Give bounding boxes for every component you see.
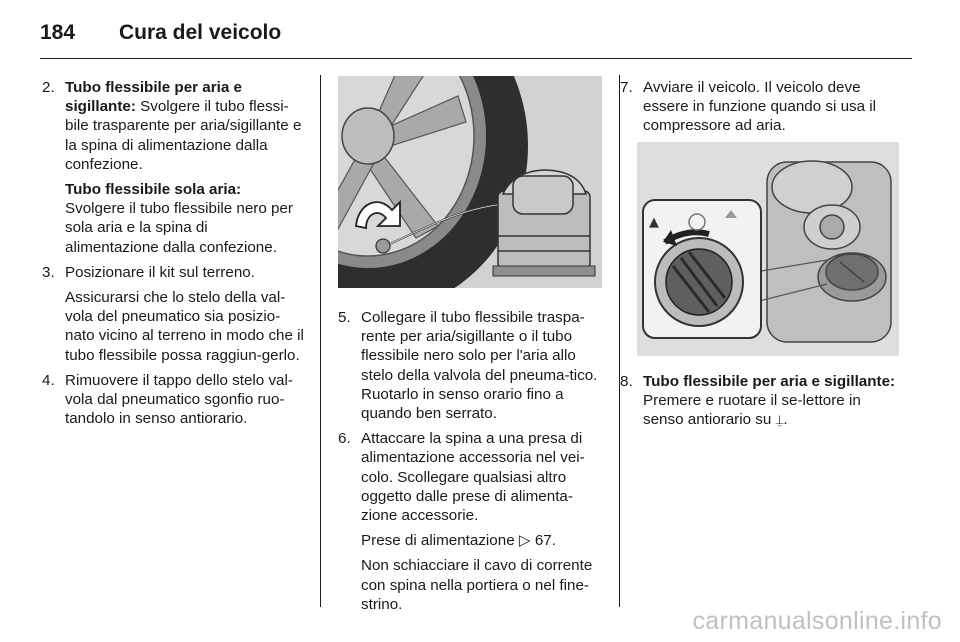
svg-text:▲: ▲ <box>649 214 659 230</box>
page-title: Cura del veicolo <box>119 21 282 44</box>
step-text: Svolgere il tubo flessibile nero per sola aria e la spina di alimentazione dalla confezione. <box>65 200 293 256</box>
step-number: 3. <box>42 263 55 281</box>
step-6 <box>338 429 602 614</box>
step-3 <box>42 263 304 365</box>
compressor-selector-illustration <box>637 142 899 356</box>
step-7 <box>620 78 902 136</box>
step-paragraph: Non schiacciare il cavo di corrente con spina nella portiera o nel fine-strino. <box>361 557 593 613</box>
step-text: Premere e ruotare il se-lettore in senso antiorario su <box>643 391 861 429</box>
compressor-selector-drawing <box>637 142 899 356</box>
step-number: 6. <box>338 430 351 448</box>
step-paragraph: Avviare il veicolo. Il veicolo deve essere in funzione quando si usa il compressore ad aria. <box>643 79 877 135</box>
step-paragraph: Assicurarsi che lo stelo della val-vola del pneumatico sia posizio-nato vicino al terreno in modo che il tubo flessibile possa raggiun-gerlo. <box>65 289 304 364</box>
triangle-right-icon: ▷ <box>518 532 531 550</box>
step-4 <box>42 371 304 429</box>
step-number: 4. <box>42 371 55 389</box>
step-paragraph <box>65 180 304 257</box>
step-number: 7. <box>620 79 633 96</box>
step-text: Svolgere il tubo flessi-bile trasparente per aria/sigillante e la spina di alimentazione dalla confezione. <box>65 98 302 173</box>
step-paragraph: Attaccare la spina a una presa di alimentazione accessoria nel vei-colo. Scollegare qualsiasi altro oggetto dalle prese di alimenta-zione accessorie. <box>361 430 585 525</box>
step-paragraph <box>643 372 902 430</box>
column-2 <box>338 78 602 620</box>
page-reference-link[interactable]: 67. <box>534 532 556 550</box>
page-header <box>40 18 912 59</box>
wheel-compressor-drawing <box>338 76 602 288</box>
step-paragraph: Posizionare il kit sul terreno. <box>65 263 255 281</box>
step-paragraph <box>361 531 602 550</box>
step-8 <box>620 372 902 430</box>
step-number: 8. <box>620 372 633 390</box>
step-paragraph: Rimuovere il tappo dello stelo val-vola dal pneumatico sgonfio ruo-tandolo in senso antiorario. <box>65 371 293 428</box>
column-divider <box>320 75 321 607</box>
wheel-compressor-illustration <box>338 76 602 288</box>
step-paragraph: Collegare il tubo flessibile traspa-rente per aria/sigillante o il tubo flessibile nero solo per l'aria allo stelo della valvola del pneuma-tico. Ruotarlo in senso orario fino a quando ben serrato. <box>361 309 598 423</box>
step-number: 5. <box>338 309 351 326</box>
step-2 <box>42 78 304 257</box>
column-1 <box>42 78 304 434</box>
step-label: Tubo flessibile per aria e sigillante: <box>65 79 242 116</box>
step-5 <box>338 308 602 423</box>
page-number: 184 <box>40 21 76 44</box>
watermark: carmanualsonline.info <box>692 607 942 635</box>
step-text: . <box>783 411 788 429</box>
cross-reference-text: Prese di alimentazione <box>361 532 515 550</box>
step-label: Tubo flessibile sola aria: <box>65 181 242 199</box>
step-label: Tubo flessibile per aria e sigillante: <box>643 372 896 390</box>
tire-valve-icon: ⍊ <box>775 412 784 428</box>
step-paragraph <box>65 78 304 174</box>
step-number: 2. <box>42 79 55 96</box>
column-3 <box>620 78 902 435</box>
